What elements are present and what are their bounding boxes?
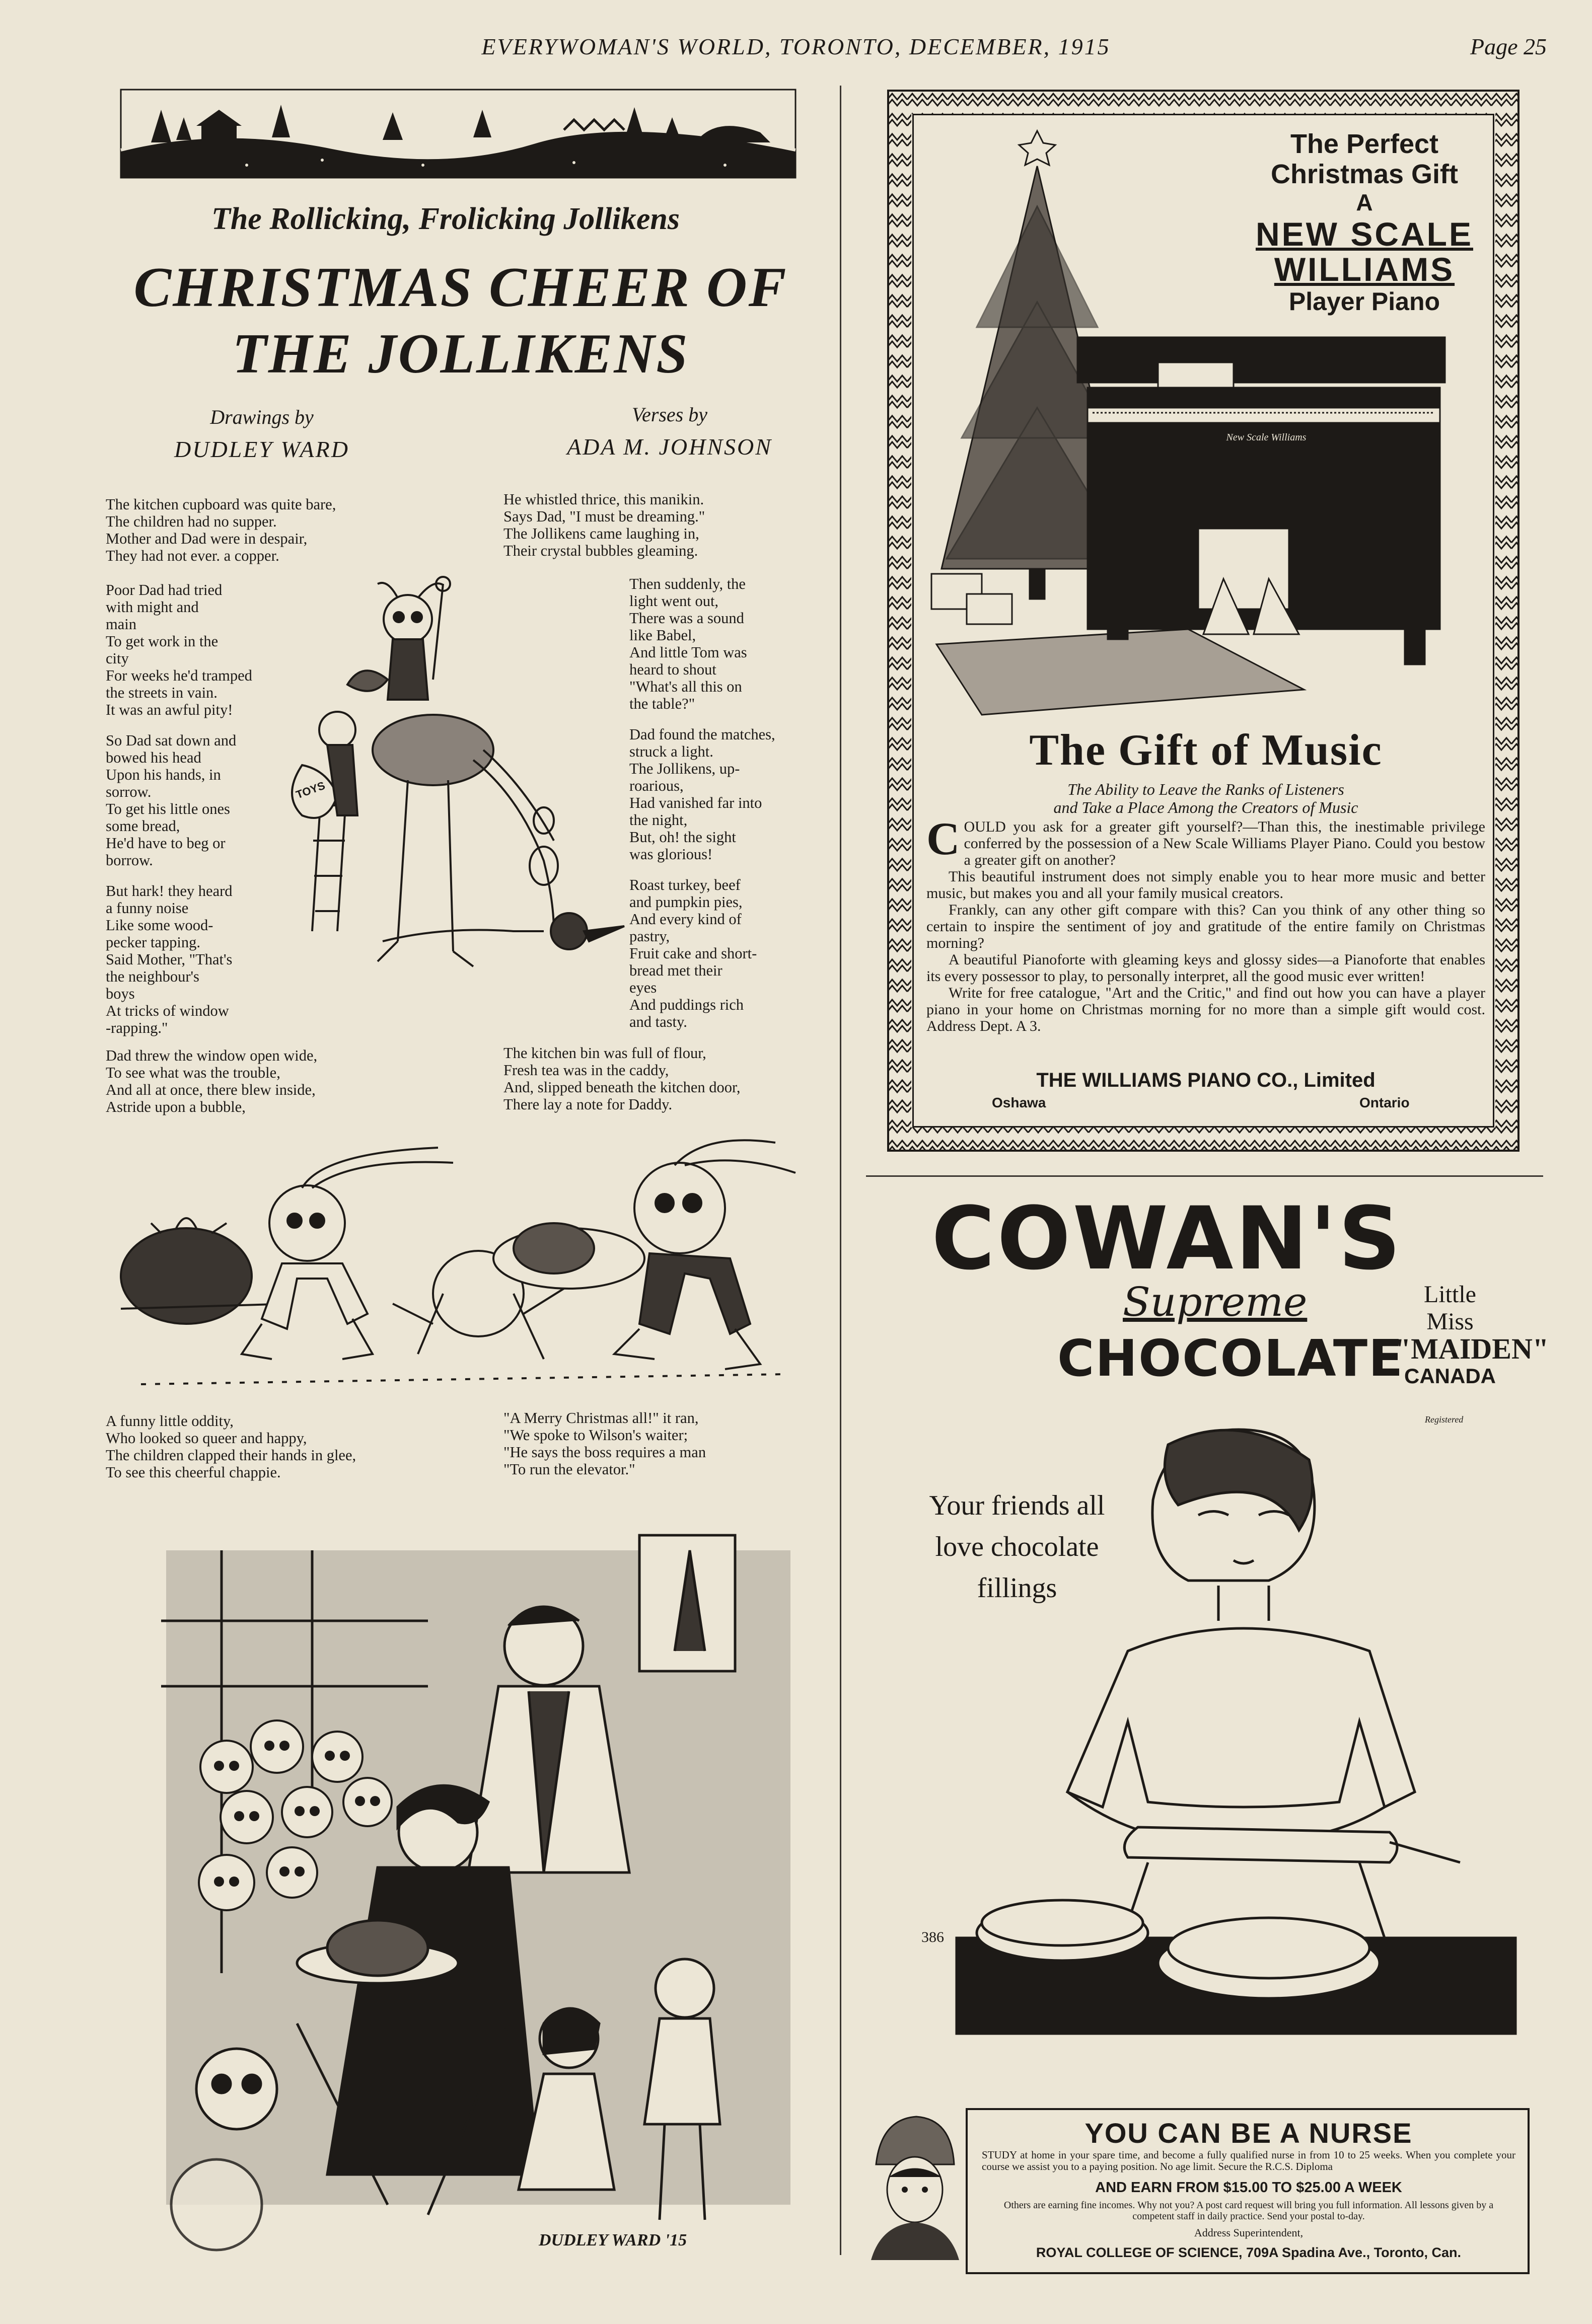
body-paragraph: COULD you ask for a greater gift yourself?—Than this, the inestimable privilege conferred by the possession of a New Scale Williams Player Piano. Could you bestow a greater gift on another? [926,813,1485,868]
verse-column-2 [503,491,816,573]
piano-ad-title [1228,129,1500,215]
family-christmas-dinner-illustration [146,1520,806,2245]
piano-company: THE WILLIAMS PIANO CO., Limited [1036,1069,1376,1091]
lm-line-2: Miss [1426,1308,1474,1335]
stanza: But hark! they heard a funny noise Like some wood- pecker tapping. Said Mother, "That's the neighbour's boys At tricks of window -rapping." [106,882,233,1036]
headline-line-1: CHRISTMAS CHEER OF [133,256,788,319]
verse-column-2-narrow [629,575,811,1044]
gift-of-music-headline: The Gift of Music [1029,726,1383,775]
verse-column-2-end [503,1044,816,1127]
verse-column-1-end [106,1047,408,1129]
tagline-line-3: fillings [977,1572,1057,1604]
ad-divider-rule [866,1175,1543,1177]
jollikens-carrying-pudding-illustration [111,1143,806,1404]
stanza: Poor Dad had tried with might and main To get work in the city For weeks he'd tramped the streets in vain. It was an awful pity! [106,581,252,718]
piano-fallboard-label: New Scale Williams [1226,432,1307,443]
running-head: EVERYWOMAN'S WORLD, TORONTO, DECEMBER, 1915 [481,34,1111,59]
drop-cap: C [926,813,960,864]
stanza: The kitchen bin was full of flour, Fresh tea was in the caddy, And, slipped beneath the kitchen door, There lay a note for Daddy. [503,1044,741,1113]
nurse-ad-body-2: Others are earning fine incomes. Why not you? A post card request will bring you full information. All lessons given by a competent staff in daily practice. Send your postal to-day. [1003,2200,1494,2222]
tagline-line-1: Your friends all [929,1490,1105,1521]
body-paragraph: Write for free catalogue, "Art and the Critic," and find out how you can have a player piano in your home on Christmas morning for no more than a simple gift would cost. Address Dept. A 3. [926,985,1485,1034]
lm-canada: CANADA [1404,1364,1496,1388]
lm-line-1: Little [1424,1281,1476,1308]
artist-signature: DUDLEY WARD '15 [539,2231,687,2250]
subhead-line-1: The Ability to Leave the Ranks of Listeners [1067,780,1344,798]
cowans-supreme: Supreme [1123,1279,1308,1325]
verse-column-1 [106,496,408,578]
piano-product: Player Piano [1288,287,1440,316]
title-line-1: The Perfect [1290,129,1439,159]
nurse-portrait [866,2109,962,2260]
cowans-chocolate: CHOCOLATE [1057,1329,1404,1388]
title-a: A [1356,189,1373,215]
stanza: The kitchen cupboard was quite bare, The children had no supper. Mother and Dad were in despair, They had not ever. a copper. [106,496,336,564]
ad-code: 386 [921,1929,944,1945]
piano-city: Oshawa [992,1095,1046,1110]
drawings-label: Drawings by [210,406,314,428]
page-number: Page 25 [1470,34,1547,59]
jolliken-riding-bird-illustration [282,579,629,1017]
body-paragraph: Frankly, can any other gift compare with this? Can you think of any other thing so certain to inspire the sentiment of joy and gratitude of the entire family on Christmas morning? [926,902,1485,951]
body-paragraph: This beautiful instrument does not simply enable you to hear more music and better music, but makes you and all your family musical creators. [926,868,1485,902]
toys-bag-label: TOYS [294,779,327,801]
article-kicker: The Rollicking, Frolicking Jollikens [211,202,680,236]
stanza: He whistled thrice, this manikin. Says Dad, "I must be dreaming." The Jollikens came laughing in, Their crystal bubbles gleaming. [503,491,705,559]
nurse-ad-address-label: Address Superintendent, [1194,2226,1304,2239]
illustrator-name: DUDLEY WARD [174,436,349,462]
winter-banner-illustration [121,90,795,178]
column-rule [840,86,841,2255]
stanza: Dad found the matches, struck a light. The Jollikens, up- roarious, Had vanished far into the night, But, oh! the sight was glorious! [629,726,775,863]
stanza: So Dad sat down and bowed his head Upon his hands, in sorrow. To get his little ones some bread, He'd have to beg or borrow. [106,732,237,869]
article-headline [96,254,826,387]
lm-maiden: "MAIDEN" [1395,1332,1549,1365]
caption-right: "A Merry Christmas all!" it ran, "We spoke to Wilson's waiter; "He says the boss requires a man "To run the elevator." [503,1409,706,1478]
headline-line-2: THE JOLLIKENS [232,323,689,385]
stanza: Then suddenly, the light went out, There was a sound like Babel, And little Tom was heard to shout "What's all this on the table?" [629,575,747,712]
nurse-ad-title: YOU CAN BE A NURSE [1084,2117,1413,2149]
verses-credit [524,403,816,460]
verses-label: Verses by [632,403,707,426]
brand-line-1: NEW SCALE [1256,215,1473,253]
piano-brand [1228,216,1500,287]
verse-column-1-narrow [106,581,287,1050]
tagline-line-2: love chocolate [935,1531,1099,1562]
stanza: Dad threw the window open wide, To see what was the trouble, And all at once, there blew inside, Astride upon a bubble, [106,1047,318,1115]
nurse-ad-earnings: AND EARN FROM $15.00 TO $25.00 A WEEK [1095,2180,1402,2196]
stanza: Roast turkey, beef and pumpkin pies, And every kind of pastry, Fruit cake and short- bread met their eyes And puddings rich and tasty. [629,876,757,1030]
nurse-ad-body: STUDY at home in your spare time, and become a fully qualified nurse in from 10 to 25 weeks. When you complete your course we assist you to a paying position. No age limit. Secure the R.C.S. Diploma [982,2149,1515,2172]
body-paragraph: A beautiful Pianoforte with gleaming keys and glossy sides—a Pianoforte that enables its every possessor to play, to personally interpret, all the good music ever written! [926,951,1485,985]
registered-mark: Registered [1425,1414,1464,1425]
piano-ad-body [926,813,1485,1034]
caption-left: A funny little oddity, Who looked so queer and happy, The children clapped their hands in glee, To see this cheerful chappie. [106,1412,356,1481]
cowans-brand: COWAN'S [931,1188,1403,1289]
author-name: ADA M. JOHNSON [567,434,772,460]
subhead-line-2: and Take a Place Among the Creators of Music [1053,798,1358,816]
drawings-credit [126,405,398,463]
little-miss-maiden-mark [1395,1281,1549,1390]
brand-line-2: WILLIAMS [1274,251,1455,288]
girl-icing-cake-illustration [886,1409,1521,2064]
gift-subhead [921,780,1490,816]
nurse-ad-college: ROYAL COLLEGE OF SCIENCE, 709A Spadina Ave., Toronto, Can. [1036,2245,1462,2260]
title-line-2: Christmas Gift [1270,159,1459,189]
piano-province: Ontario [1359,1095,1410,1110]
